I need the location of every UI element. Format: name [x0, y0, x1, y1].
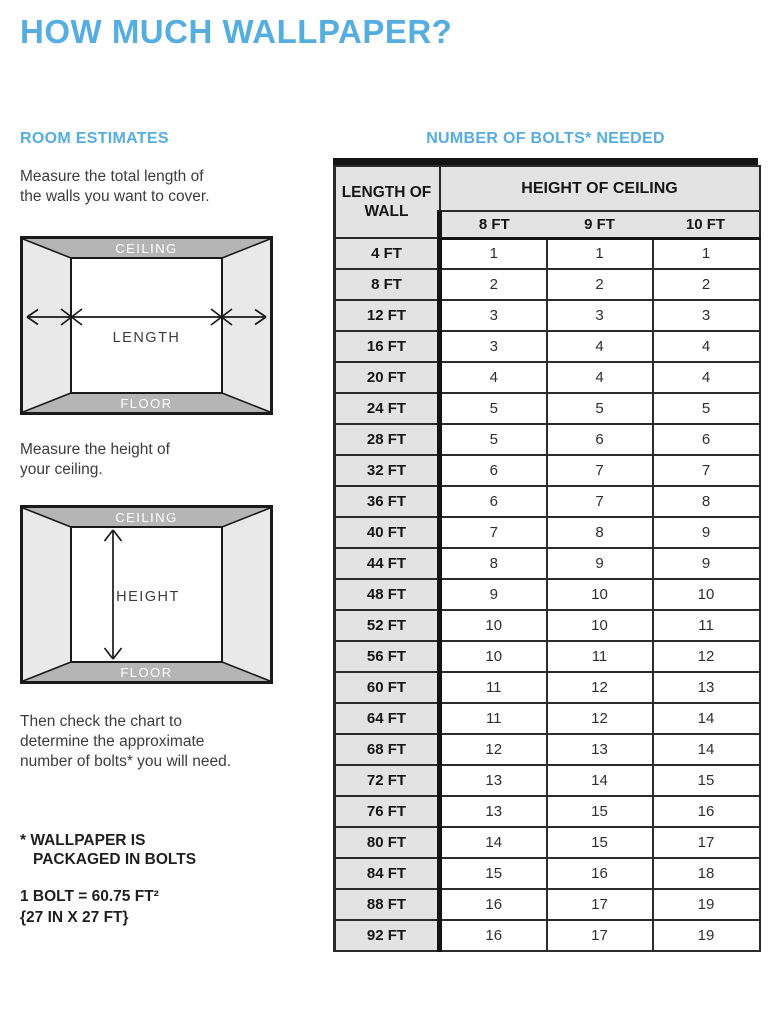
step3-line3: number of bolts* you will need. [20, 753, 232, 770]
length-dimension-label: LENGTH [112, 330, 181, 346]
wall-length-cell: 28 FT [335, 424, 440, 455]
table-row [335, 641, 760, 672]
table-row [335, 486, 760, 517]
table-row [335, 858, 760, 889]
wall-length-cell: 52 FT [335, 610, 440, 641]
step1-text [20, 167, 210, 207]
bolts-count-cell: 17 [547, 920, 653, 951]
bolts-count-cell: 16 [440, 889, 547, 920]
wall-length-cell: 60 FT [335, 672, 440, 703]
step3-line2: determine the approximate [20, 733, 205, 750]
table-row [335, 672, 760, 703]
bolts-count-cell: 4 [653, 362, 760, 393]
bolts-count-cell: 19 [653, 889, 760, 920]
bolts-count-cell: 17 [653, 827, 760, 858]
ceiling-label: CEILING [115, 241, 178, 256]
table-row [335, 796, 760, 827]
bolts-count-cell: 8 [653, 486, 760, 517]
table-row [335, 362, 760, 393]
bolt-size-info [20, 886, 159, 928]
table-row [335, 734, 760, 765]
bolts-count-cell: 4 [547, 331, 653, 362]
bolts-count-cell: 18 [653, 858, 760, 889]
bolts-count-cell: 11 [547, 641, 653, 672]
wall-length-cell: 56 FT [335, 641, 440, 672]
bolts-count-cell: 10 [653, 579, 760, 610]
bolts-count-cell: 15 [547, 796, 653, 827]
bolts-count-cell: 13 [653, 672, 760, 703]
table-row [335, 517, 760, 548]
bolts-count-cell: 12 [547, 703, 653, 734]
bolts-count-cell: 10 [440, 641, 547, 672]
bolts-count-cell: 11 [653, 610, 760, 641]
column-header-8ft: 8 FT [440, 211, 547, 238]
table-row [335, 455, 760, 486]
bolts-count-cell: 5 [440, 393, 547, 424]
bolts-count-cell: 15 [653, 765, 760, 796]
bolts-table-body [335, 238, 760, 951]
back-wall-face [71, 258, 222, 393]
bolts-count-cell: 9 [653, 548, 760, 579]
bolts-count-cell: 15 [547, 827, 653, 858]
bolts-count-cell: 15 [440, 858, 547, 889]
bolts-count-cell: 8 [440, 548, 547, 579]
room-estimates-heading: ROOM ESTIMATES [20, 130, 169, 147]
bolts-count-cell: 9 [440, 579, 547, 610]
wallpaper-bolts-footnote [20, 831, 196, 869]
bolts-count-cell: 10 [547, 579, 653, 610]
wall-length-cell: 76 FT [335, 796, 440, 827]
bolts-count-cell: 14 [653, 734, 760, 765]
bolts-count-cell: 12 [440, 734, 547, 765]
wall-length-cell: 12 FT [335, 300, 440, 331]
page-title: HOW MUCH WALLPAPER? [20, 13, 453, 50]
step2-line2: your ceiling. [20, 461, 103, 478]
wall-length-cell: 80 FT [335, 827, 440, 858]
wall-length-cell: 36 FT [335, 486, 440, 517]
bolts-count-cell: 10 [547, 610, 653, 641]
bolts-count-cell: 6 [653, 424, 760, 455]
bolts-count-cell: 4 [440, 362, 547, 393]
bolt-info-line1: 1 BOLT = 60.75 FT² [20, 888, 159, 905]
bolts-count-cell: 10 [440, 610, 547, 641]
table-row [335, 920, 760, 951]
bolts-count-cell: 6 [547, 424, 653, 455]
bolts-table-container [333, 158, 758, 952]
bolts-count-cell: 19 [653, 920, 760, 951]
bolts-count-cell: 16 [547, 858, 653, 889]
table-row [335, 238, 760, 269]
step3-line1: Then check the chart to [20, 713, 182, 730]
bolts-count-cell: 3 [440, 300, 547, 331]
bolts-count-cell: 2 [653, 269, 760, 300]
table-row [335, 424, 760, 455]
wall-length-cell: 92 FT [335, 920, 440, 951]
table-top-bar [333, 158, 758, 165]
wall-length-cell: 88 FT [335, 889, 440, 920]
wall-length-cell: 64 FT [335, 703, 440, 734]
bolts-count-cell: 12 [547, 672, 653, 703]
bolts-count-cell: 2 [440, 269, 547, 300]
table-row [335, 889, 760, 920]
wall-length-cell: 20 FT [335, 362, 440, 393]
bolts-count-cell: 9 [547, 548, 653, 579]
wall-length-cell: 84 FT [335, 858, 440, 889]
bolts-count-cell: 7 [547, 455, 653, 486]
bolts-count-cell: 2 [547, 269, 653, 300]
bolts-count-cell: 13 [440, 765, 547, 796]
bolts-count-cell: 16 [440, 920, 547, 951]
wall-length-cell: 16 FT [335, 331, 440, 362]
wall-length-cell: 44 FT [335, 548, 440, 579]
bolt-info-line2: {27 IN X 27 FT} [20, 909, 129, 926]
bolts-count-cell: 16 [653, 796, 760, 827]
bolts-count-cell: 7 [440, 517, 547, 548]
bolts-count-cell: 5 [440, 424, 547, 455]
height-of-ceiling-header: HEIGHT OF CEILING [440, 166, 760, 211]
step1-line1: Measure the total length of [20, 168, 204, 185]
bolts-table [333, 165, 761, 952]
wall-length-cell: 68 FT [335, 734, 440, 765]
column-header-9ft: 9 FT [547, 211, 653, 238]
wall-length-cell: 40 FT [335, 517, 440, 548]
length-of-wall-header: LENGTH OF WALL [335, 166, 440, 238]
bolts-count-cell: 17 [547, 889, 653, 920]
room-height-diagram [20, 505, 273, 684]
bolts-count-cell: 5 [547, 393, 653, 424]
right-wall-face [222, 508, 270, 681]
table-row [335, 548, 760, 579]
table-row [335, 703, 760, 734]
bolts-count-cell: 9 [653, 517, 760, 548]
table-row [335, 393, 760, 424]
bolts-count-cell: 13 [440, 796, 547, 827]
step1-line2: the walls you want to cover. [20, 188, 210, 205]
bolts-count-cell: 14 [547, 765, 653, 796]
bolts-count-cell: 4 [653, 331, 760, 362]
step3-text [20, 712, 231, 772]
wall-length-cell: 48 FT [335, 579, 440, 610]
floor-label: FLOOR [120, 396, 173, 411]
right-wall-face [222, 239, 270, 412]
footnote-line1: * WALLPAPER IS [20, 832, 146, 849]
table-row [335, 765, 760, 796]
bolts-count-cell: 11 [440, 703, 547, 734]
bolts-count-cell: 11 [440, 672, 547, 703]
bolts-count-cell: 6 [440, 486, 547, 517]
step2-text [20, 440, 170, 480]
left-wall-face [23, 239, 71, 412]
room-length-diagram [20, 236, 273, 415]
bolts-count-cell: 4 [547, 362, 653, 393]
wall-length-cell: 8 FT [335, 269, 440, 300]
bolts-count-cell: 3 [547, 300, 653, 331]
left-wall-face [23, 508, 71, 681]
bolts-needed-heading: NUMBER OF BOLTS* NEEDED [426, 130, 665, 147]
bolts-count-cell: 14 [653, 703, 760, 734]
wall-length-cell: 32 FT [335, 455, 440, 486]
bolts-count-cell: 1 [547, 238, 653, 269]
wall-length-cell: 4 FT [335, 238, 440, 269]
bolts-count-cell: 1 [653, 238, 760, 269]
bolts-count-cell: 12 [653, 641, 760, 672]
bolts-count-cell: 6 [440, 455, 547, 486]
bolts-count-cell: 3 [440, 331, 547, 362]
ceiling-label: CEILING [115, 510, 178, 525]
height-dimension-label: HEIGHT [116, 589, 180, 605]
table-row [335, 269, 760, 300]
floor-label: FLOOR [120, 665, 173, 680]
bolts-count-cell: 7 [653, 455, 760, 486]
table-row [335, 300, 760, 331]
table-row [335, 331, 760, 362]
wall-length-cell: 72 FT [335, 765, 440, 796]
bolts-count-cell: 13 [547, 734, 653, 765]
table-row [335, 827, 760, 858]
bolts-count-cell: 1 [440, 238, 547, 269]
table-header-row-1 [335, 166, 760, 211]
table-row [335, 579, 760, 610]
bolts-count-cell: 5 [653, 393, 760, 424]
wall-length-cell: 24 FT [335, 393, 440, 424]
column-header-10ft: 10 FT [653, 211, 760, 238]
bolts-count-cell: 8 [547, 517, 653, 548]
bolts-count-cell: 7 [547, 486, 653, 517]
bolts-count-cell: 3 [653, 300, 760, 331]
bolts-count-cell: 14 [440, 827, 547, 858]
step2-line1: Measure the height of [20, 441, 170, 458]
table-row [335, 610, 760, 641]
footnote-line2: PACKAGED IN BOLTS [33, 851, 197, 868]
